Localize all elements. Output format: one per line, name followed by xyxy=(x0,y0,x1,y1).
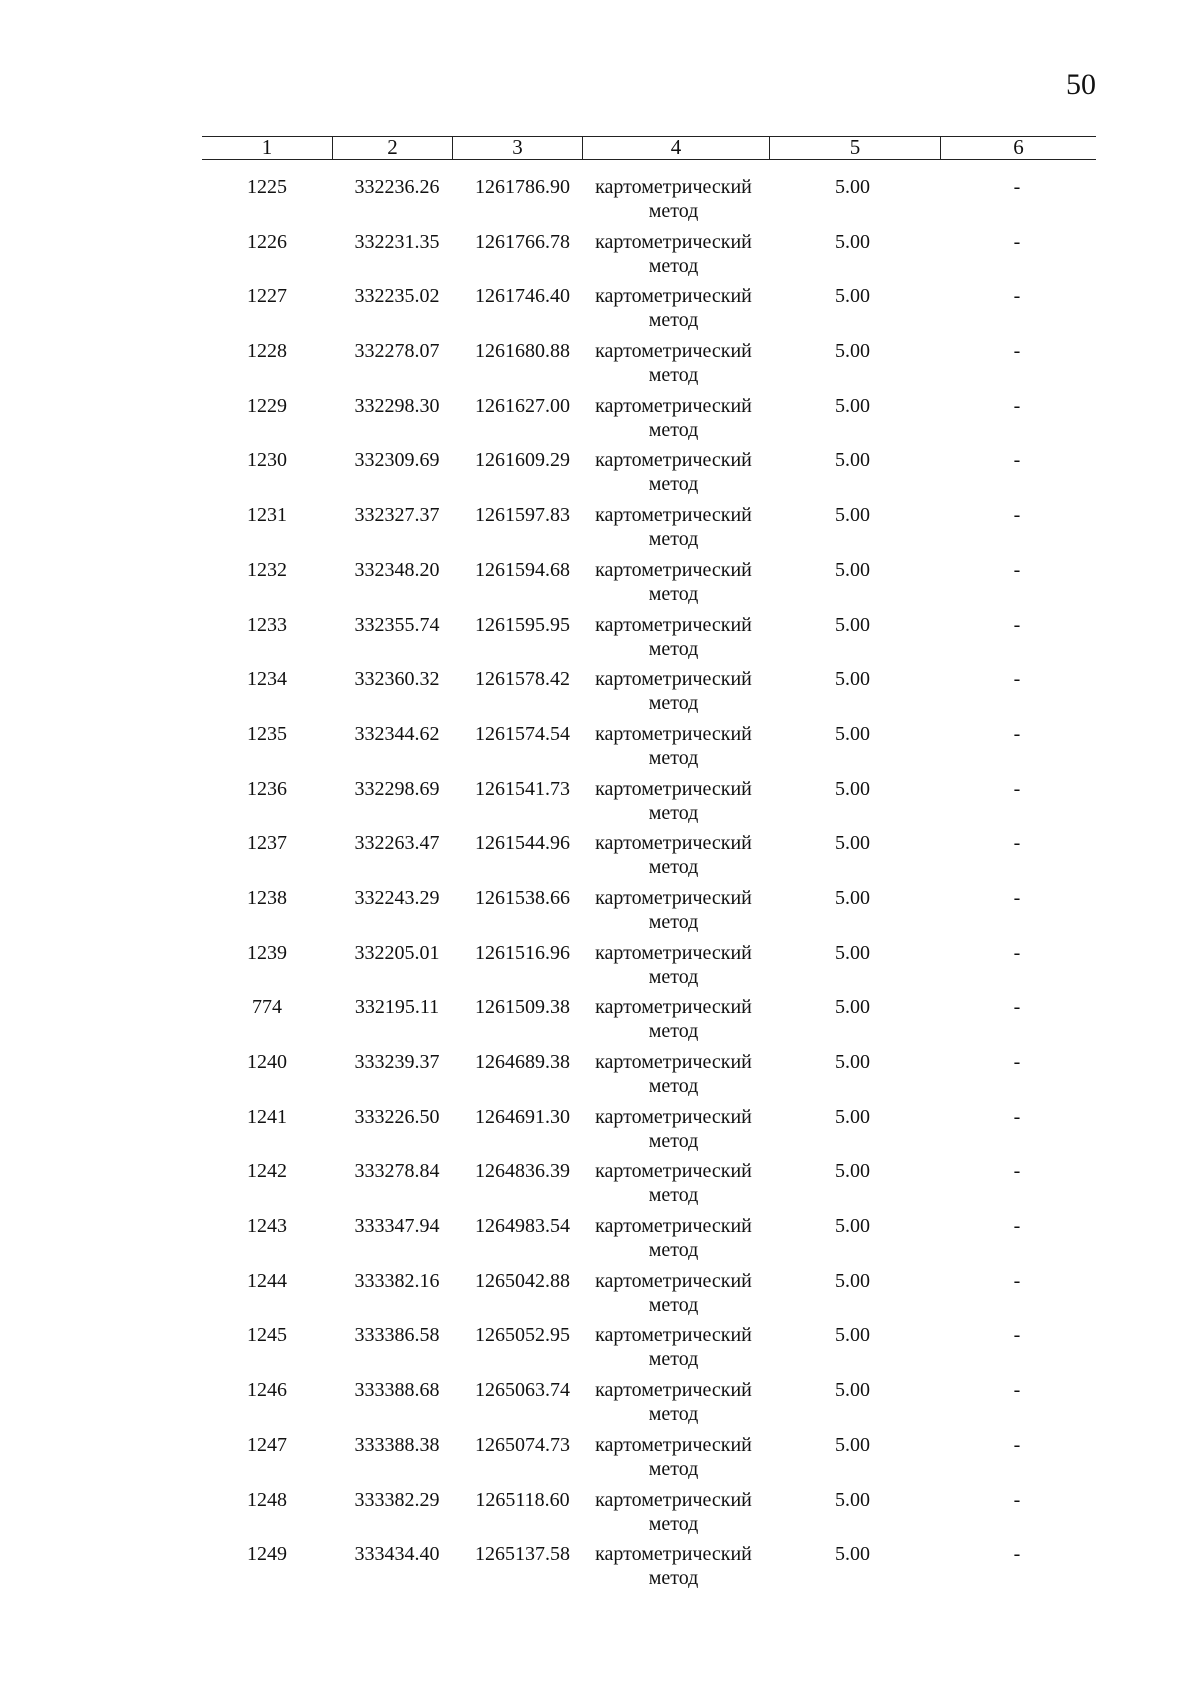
table-row xyxy=(202,1105,1096,1160)
point-number-cell: 1238 xyxy=(247,886,287,909)
point-number-cell: 1237 xyxy=(247,832,287,855)
x-coordinate-cell: 333386.58 xyxy=(354,1324,440,1347)
y-coordinate-cell: 1264691.30 xyxy=(475,1105,570,1128)
x-coordinate-cell: 333226.50 xyxy=(354,1105,440,1128)
table-row xyxy=(202,1269,1096,1324)
method-line-1: картометрический xyxy=(595,558,752,581)
note-cell: - xyxy=(1013,613,1021,636)
point-number-cell: 1245 xyxy=(247,1324,287,1347)
accuracy-cell: 5.00 xyxy=(835,394,870,417)
point-number-cell: 1248 xyxy=(247,1488,287,1511)
method-cell xyxy=(580,995,767,1043)
note-cell: - xyxy=(1013,285,1021,308)
note-cell: - xyxy=(1013,1215,1021,1238)
table-row xyxy=(202,1323,1096,1378)
accuracy-cell: 5.00 xyxy=(835,230,870,253)
point-number-cell: 1242 xyxy=(247,1160,287,1183)
method-line-1: картометрический xyxy=(595,285,752,308)
method-line-1: картометрический xyxy=(595,504,752,527)
method-line-2: метод xyxy=(648,1567,699,1590)
y-coordinate-cell: 1261766.78 xyxy=(475,230,570,253)
table-row xyxy=(202,284,1096,339)
method-line-2: метод xyxy=(648,856,699,879)
method-line-2: метод xyxy=(648,1403,699,1426)
method-cell xyxy=(580,722,767,770)
method-line-1: картометрический xyxy=(595,1324,752,1347)
method-line-2: метод xyxy=(648,965,699,988)
method-line-2: метод xyxy=(648,200,699,222)
x-coordinate-cell: 332263.47 xyxy=(354,832,440,855)
x-coordinate-cell: 333382.16 xyxy=(354,1269,440,1292)
y-coordinate-cell: 1261538.66 xyxy=(475,886,570,909)
y-coordinate-cell: 1261746.40 xyxy=(475,285,570,308)
point-number-cell: 1230 xyxy=(247,449,287,472)
table-row xyxy=(202,339,1096,394)
method-line-1: картометрический xyxy=(595,1051,752,1073)
table-row xyxy=(202,503,1096,558)
y-coordinate-cell: 1261574.54 xyxy=(475,722,570,745)
x-coordinate-cell: 332231.35 xyxy=(354,230,440,253)
method-cell xyxy=(580,1105,767,1153)
point-number-cell: 1231 xyxy=(247,504,287,527)
accuracy-cell: 5.00 xyxy=(835,613,870,636)
accuracy-cell: 5.00 xyxy=(835,1324,870,1347)
accuracy-cell: 5.00 xyxy=(835,1379,870,1402)
y-coordinate-cell: 1261516.96 xyxy=(475,941,570,964)
table-row xyxy=(202,230,1096,285)
method-line-2: метод xyxy=(648,910,699,933)
method-cell xyxy=(580,613,767,661)
accuracy-cell: 5.00 xyxy=(835,777,870,800)
method-line-1: картометрический xyxy=(595,230,752,253)
method-cell xyxy=(580,777,767,825)
accuracy-cell: 5.00 xyxy=(835,558,870,581)
y-coordinate-cell: 1265118.60 xyxy=(475,1488,570,1511)
accuracy-cell: 5.00 xyxy=(835,722,870,745)
method-cell xyxy=(580,667,767,715)
method-line-1: картометрический xyxy=(595,941,752,964)
method-line-1: картометрический xyxy=(595,1543,752,1566)
point-number-cell: 1241 xyxy=(247,1105,287,1128)
accuracy-cell: 5.00 xyxy=(835,1051,870,1073)
table-row xyxy=(202,1433,1096,1488)
table-row xyxy=(202,777,1096,832)
table-row xyxy=(202,558,1096,613)
method-cell xyxy=(580,1214,767,1262)
y-coordinate-cell: 1265063.74 xyxy=(475,1379,570,1402)
method-line-1: картометрический xyxy=(595,1215,752,1238)
point-number-cell: 1240 xyxy=(247,1051,287,1073)
note-cell: - xyxy=(1013,230,1021,253)
accuracy-cell: 5.00 xyxy=(835,449,870,472)
accuracy-cell: 5.00 xyxy=(835,832,870,855)
x-coordinate-cell: 333434.40 xyxy=(354,1543,440,1566)
table-row xyxy=(202,1214,1096,1269)
method-cell xyxy=(580,1323,767,1371)
table-row xyxy=(202,1050,1096,1105)
header-col-1: 1 xyxy=(261,135,273,159)
method-line-1: картометрический xyxy=(595,722,752,745)
y-coordinate-cell: 1265052.95 xyxy=(475,1324,570,1347)
table-row xyxy=(202,1488,1096,1543)
y-coordinate-cell: 1261597.83 xyxy=(475,504,570,527)
method-cell xyxy=(580,1488,767,1536)
method-line-1: картометрический xyxy=(595,832,752,855)
method-line-2: метод xyxy=(648,746,699,769)
y-coordinate-cell: 1265137.58 xyxy=(475,1543,570,1566)
method-cell xyxy=(580,1159,767,1207)
method-line-1: картометрический xyxy=(595,886,752,909)
note-cell: - xyxy=(1013,1160,1021,1183)
method-line-1: картометрический xyxy=(595,1160,752,1183)
accuracy-cell: 5.00 xyxy=(835,1269,870,1292)
method-cell xyxy=(580,503,767,551)
x-coordinate-cell: 333278.84 xyxy=(354,1160,440,1183)
method-line-1: картометрический xyxy=(595,1379,752,1402)
note-cell: - xyxy=(1013,449,1021,472)
x-coordinate-cell: 332205.01 xyxy=(354,941,440,964)
method-line-1: картометрический xyxy=(595,1105,752,1128)
y-coordinate-cell: 1264689.38 xyxy=(475,1051,570,1073)
accuracy-cell: 5.00 xyxy=(835,1488,870,1511)
accuracy-cell: 5.00 xyxy=(835,886,870,909)
method-line-2: метод xyxy=(648,418,699,441)
note-cell: - xyxy=(1013,777,1021,800)
note-cell: - xyxy=(1013,1324,1021,1347)
method-line-1: картометрический xyxy=(595,777,752,800)
method-line-2: метод xyxy=(648,1457,699,1480)
note-cell: - xyxy=(1013,668,1021,691)
y-coordinate-cell: 1261594.68 xyxy=(475,558,570,581)
point-number-cell: 1249 xyxy=(247,1543,287,1566)
point-number-cell: 1232 xyxy=(247,558,287,581)
table-row xyxy=(202,831,1096,886)
method-line-2: метод xyxy=(648,1129,699,1152)
accuracy-cell: 5.00 xyxy=(835,1160,870,1183)
method-cell xyxy=(580,1542,767,1590)
x-coordinate-cell: 332355.74 xyxy=(354,613,440,636)
method-cell xyxy=(580,886,767,934)
method-line-2: метод xyxy=(648,528,699,551)
method-line-1: картометрический xyxy=(595,176,752,198)
table-header xyxy=(202,136,1096,160)
table-row xyxy=(202,722,1096,777)
note-cell: - xyxy=(1013,504,1021,527)
point-number-cell: 1243 xyxy=(247,1215,287,1238)
y-coordinate-cell: 1261680.88 xyxy=(475,340,570,363)
note-cell: - xyxy=(1013,176,1021,198)
method-cell xyxy=(580,558,767,606)
x-coordinate-cell: 332360.32 xyxy=(354,668,440,691)
method-line-2: метод xyxy=(648,1020,699,1043)
method-line-2: метод xyxy=(648,254,699,277)
note-cell: - xyxy=(1013,558,1021,581)
method-cell xyxy=(580,1433,767,1481)
method-line-2: метод xyxy=(648,637,699,660)
note-cell: - xyxy=(1013,1379,1021,1402)
x-coordinate-cell: 333347.94 xyxy=(354,1215,440,1238)
note-cell: - xyxy=(1013,1105,1021,1128)
x-coordinate-cell: 332243.29 xyxy=(354,886,440,909)
page-number: 50 xyxy=(1066,68,1096,101)
method-cell xyxy=(580,230,767,278)
table-row xyxy=(202,613,1096,668)
point-number-cell: 1235 xyxy=(247,722,287,745)
x-coordinate-cell: 332298.69 xyxy=(354,777,440,800)
table-row xyxy=(202,1378,1096,1433)
header-col-5: 5 xyxy=(769,137,940,159)
accuracy-cell: 5.00 xyxy=(835,668,870,691)
point-number-cell: 1244 xyxy=(247,1269,287,1292)
method-line-2: метод xyxy=(648,582,699,605)
accuracy-cell: 5.00 xyxy=(835,1433,870,1456)
note-cell: - xyxy=(1013,996,1021,1019)
point-number-cell: 1229 xyxy=(247,394,287,417)
x-coordinate-cell: 332235.02 xyxy=(354,285,440,308)
table-row xyxy=(202,1159,1096,1214)
method-line-2: метод xyxy=(648,309,699,332)
method-line-2: метод xyxy=(648,801,699,824)
note-cell: - xyxy=(1013,394,1021,417)
y-coordinate-cell: 1265074.73 xyxy=(475,1433,570,1456)
table-row xyxy=(202,394,1096,449)
y-coordinate-cell: 1264836.39 xyxy=(475,1160,570,1183)
method-line-2: метод xyxy=(648,692,699,715)
y-coordinate-cell: 1265042.88 xyxy=(475,1269,570,1292)
x-coordinate-cell: 332348.20 xyxy=(354,558,440,581)
y-coordinate-cell: 1261786.90 xyxy=(475,176,570,198)
accuracy-cell: 5.00 xyxy=(835,941,870,964)
header-col-4: 4 xyxy=(582,137,769,159)
method-cell xyxy=(580,1050,767,1098)
table-row xyxy=(202,667,1096,722)
point-number-cell: 1225 xyxy=(247,176,287,198)
note-cell: - xyxy=(1013,1488,1021,1511)
method-cell xyxy=(580,339,767,387)
accuracy-cell: 5.00 xyxy=(835,176,870,198)
y-coordinate-cell: 1261509.38 xyxy=(475,996,570,1019)
x-coordinate-cell: 333388.68 xyxy=(354,1379,440,1402)
method-line-1: картометрический xyxy=(595,449,752,472)
accuracy-cell: 5.00 xyxy=(835,1215,870,1238)
y-coordinate-cell: 1261578.42 xyxy=(475,668,570,691)
point-number-cell: 1226 xyxy=(247,230,287,253)
point-number-cell: 1234 xyxy=(247,668,287,691)
point-number-cell: 774 xyxy=(252,996,282,1019)
x-coordinate-cell: 332195.11 xyxy=(354,996,440,1019)
method-line-2: метод xyxy=(648,1512,699,1535)
coordinates-table-body xyxy=(202,175,1096,1597)
point-number-cell: 1228 xyxy=(247,340,287,363)
x-coordinate-cell: 333382.29 xyxy=(354,1488,440,1511)
note-cell: - xyxy=(1013,886,1021,909)
point-number-cell: 1227 xyxy=(247,285,287,308)
header-col-6: 6 xyxy=(940,137,1096,159)
note-cell: - xyxy=(1013,722,1021,745)
table-row xyxy=(202,886,1096,941)
note-cell: - xyxy=(1013,832,1021,855)
x-coordinate-cell: 332298.30 xyxy=(354,394,440,417)
accuracy-cell: 5.00 xyxy=(835,340,870,363)
y-coordinate-cell: 1261595.95 xyxy=(475,613,570,636)
method-line-2: метод xyxy=(648,1239,699,1262)
table-row xyxy=(202,1542,1096,1597)
x-coordinate-cell: 332236.26 xyxy=(354,176,440,198)
method-cell xyxy=(580,1269,767,1317)
method-line-2: метод xyxy=(648,1184,699,1207)
method-line-2: метод xyxy=(648,1348,699,1371)
method-cell xyxy=(580,1378,767,1426)
x-coordinate-cell: 333388.38 xyxy=(354,1433,440,1456)
method-cell xyxy=(580,175,767,223)
method-cell xyxy=(580,941,767,989)
method-line-1: картометрический xyxy=(595,1488,752,1511)
y-coordinate-cell: 1264983.54 xyxy=(475,1215,570,1238)
accuracy-cell: 5.00 xyxy=(835,1105,870,1128)
method-line-1: картометрический xyxy=(595,340,752,363)
method-line-1: картометрический xyxy=(595,668,752,691)
y-coordinate-cell: 1261627.00 xyxy=(475,394,570,417)
method-line-2: метод xyxy=(648,364,699,387)
accuracy-cell: 5.00 xyxy=(835,504,870,527)
note-cell: - xyxy=(1013,1433,1021,1456)
table-row xyxy=(202,175,1096,230)
method-line-1: картометрический xyxy=(595,613,752,636)
method-line-2: метод xyxy=(648,1293,699,1316)
note-cell: - xyxy=(1013,941,1021,964)
method-cell xyxy=(580,448,767,496)
y-coordinate-cell: 1261544.96 xyxy=(475,832,570,855)
x-coordinate-cell: 332278.07 xyxy=(354,340,440,363)
accuracy-cell: 5.00 xyxy=(835,285,870,308)
note-cell: - xyxy=(1013,1051,1021,1073)
accuracy-cell: 5.00 xyxy=(835,1543,870,1566)
table-row xyxy=(202,995,1096,1050)
x-coordinate-cell: 332344.62 xyxy=(354,722,440,745)
method-line-1: картометрический xyxy=(595,1433,752,1456)
point-number-cell: 1236 xyxy=(247,777,287,800)
method-line-2: метод xyxy=(648,473,699,496)
method-cell xyxy=(580,831,767,879)
table-row xyxy=(202,941,1096,996)
header-col-3: 3 xyxy=(452,137,582,159)
note-cell: - xyxy=(1013,340,1021,363)
method-line-2: метод xyxy=(648,1075,699,1097)
method-cell xyxy=(580,394,767,442)
accuracy-cell: 5.00 xyxy=(835,996,870,1019)
point-number-cell: 1246 xyxy=(247,1379,287,1402)
method-line-1: картометрический xyxy=(595,394,752,417)
x-coordinate-cell: 332327.37 xyxy=(354,504,440,527)
x-coordinate-cell: 333239.37 xyxy=(354,1051,440,1073)
table-row xyxy=(202,448,1096,503)
note-cell: - xyxy=(1013,1269,1021,1292)
method-line-1: картометрический xyxy=(595,1269,752,1292)
x-coordinate-cell: 332309.69 xyxy=(354,449,440,472)
header-col-2: 2 xyxy=(332,137,452,159)
note-cell: - xyxy=(1013,1543,1021,1566)
y-coordinate-cell: 1261541.73 xyxy=(475,777,570,800)
y-coordinate-cell: 1261609.29 xyxy=(475,449,570,472)
method-cell xyxy=(580,284,767,332)
point-number-cell: 1233 xyxy=(247,613,287,636)
point-number-cell: 1239 xyxy=(247,941,287,964)
point-number-cell: 1247 xyxy=(247,1433,287,1456)
method-line-1: картометрический xyxy=(595,996,752,1019)
